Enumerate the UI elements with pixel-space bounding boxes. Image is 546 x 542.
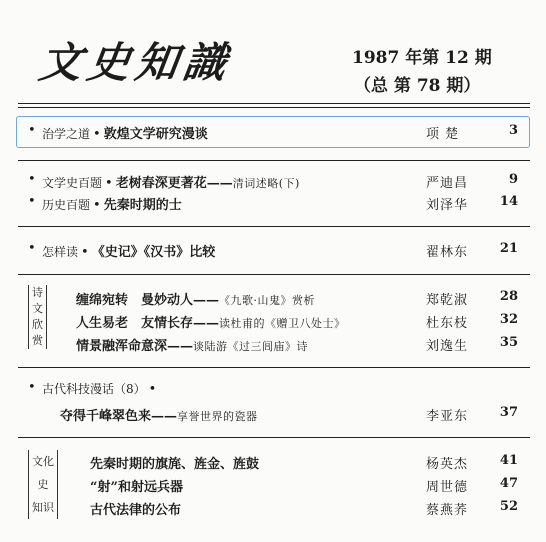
entry-subtitle: 《九歌·山鬼》赏析 (219, 294, 316, 307)
section-divider (18, 437, 530, 438)
entry-title: 先秦时期的士 (103, 198, 182, 213)
entry-page: 37 (499, 405, 518, 420)
label-char: 赏 (32, 334, 43, 347)
category-label: 文学史百题 (42, 176, 103, 190)
entry-page: 9 (508, 172, 518, 187)
entry-title: 夺得千峰翠色来—— (60, 409, 178, 424)
entry-author: 严迪昌 (426, 176, 469, 191)
entry-page: 32 (499, 312, 518, 327)
label-char: 文 (32, 302, 43, 315)
entry-title: 敦煌文学研究漫谈 (103, 127, 208, 142)
entry-author: 杨英杰 (426, 457, 469, 472)
category-label: 治学之道 (42, 127, 91, 141)
section-divider (18, 274, 530, 275)
entry-page: 3 (508, 123, 518, 138)
entry-title: 老树春深更著花—— (115, 176, 233, 191)
toc-entry-shiji[interactable] (0, 239, 546, 263)
entry-title: “射”和射远兵器 (90, 480, 183, 495)
magazine-logo: 文史知識 (36, 38, 236, 87)
entry-author: 刘泽华 (426, 198, 469, 213)
entry-subtitle: 享誉世界的瓷器 (177, 410, 258, 423)
entry-subtitle: 谈陆游《过三闾庙》诗 (193, 340, 309, 353)
toc-entry-shooting[interactable] (0, 474, 546, 498)
entry-subtitle: 读杜甫的《赠卫八处士》 (219, 317, 346, 330)
label-char: 文化 (32, 455, 54, 468)
category-label: 历史百题 (42, 198, 91, 212)
entry-title: 古代法律的公布 (90, 503, 182, 518)
toc-entry-shi[interactable] (0, 192, 546, 216)
tech-series-heading (0, 378, 546, 402)
bullet: • (28, 172, 36, 187)
entry-page: 41 (499, 453, 518, 468)
section-divider (18, 367, 530, 368)
toc-entry-qimao[interactable] (0, 451, 546, 475)
entry-page: 35 (499, 335, 518, 350)
entry-title: 缠绵宛转 曼妙动人—— (76, 293, 220, 308)
entry-page: 21 (499, 241, 518, 256)
toc-entry-law[interactable] (0, 497, 546, 521)
entry-author: 李亚东 (426, 409, 469, 424)
issue-info (352, 44, 492, 100)
entry-title: 情景融浑命意深—— (76, 339, 194, 354)
bullet: • (28, 123, 36, 138)
entry-author: 杜东枝 (426, 316, 469, 331)
entry-title: 《史记》《汉书》比较 (91, 245, 216, 260)
entry-title: 先秦时期的旗旄、旌金、旌鼓 (90, 457, 260, 472)
bullet: • (28, 241, 36, 256)
label-char: 史 (37, 478, 49, 491)
category-label: 怎样读 (42, 245, 79, 259)
label-char: 诗 (32, 286, 43, 299)
toc-entry-porcelain[interactable] (0, 403, 546, 427)
entry-title: 人生易老 友情长存—— (76, 316, 220, 331)
separator: • (93, 198, 101, 213)
entry-page: 28 (499, 289, 518, 304)
toc-entry-qingci[interactable] (0, 170, 546, 194)
bullet: • (28, 380, 36, 395)
toc-entry-weiba[interactable] (0, 310, 546, 334)
category-label: 古代科技漫话（8） (42, 382, 146, 396)
separator: • (148, 382, 157, 397)
entry-author: 蔡燕荞 (426, 503, 469, 518)
toc-entry-shangui[interactable] (0, 287, 546, 311)
issue-number: 1987 年第 12 期 (352, 48, 492, 68)
section-divider (18, 160, 530, 161)
entry-subtitle: 清词述略(下) (232, 177, 300, 190)
label-char: 欣 (32, 318, 43, 331)
entry-author: 翟林东 (426, 245, 469, 260)
entry-page: 47 (499, 476, 518, 491)
toc-entry-dunhuang[interactable] (0, 121, 546, 145)
separator: • (81, 245, 89, 260)
toc-entry-sanlv[interactable] (0, 333, 546, 357)
bullet: • (28, 194, 36, 209)
entry-author: 郑乾淑 (426, 293, 469, 308)
header-rule (18, 103, 530, 108)
label-char: 知识 (32, 501, 54, 514)
entry-author: 刘逸生 (426, 339, 469, 354)
entry-page: 52 (499, 499, 518, 514)
separator: • (93, 127, 101, 142)
separator: • (105, 176, 113, 191)
entry-page: 14 (499, 194, 518, 209)
entry-author: 项 楚 (426, 127, 460, 142)
issue-total: （总 第 78 期） (354, 76, 481, 96)
entry-author: 周世德 (426, 480, 469, 495)
section-divider (18, 226, 530, 227)
